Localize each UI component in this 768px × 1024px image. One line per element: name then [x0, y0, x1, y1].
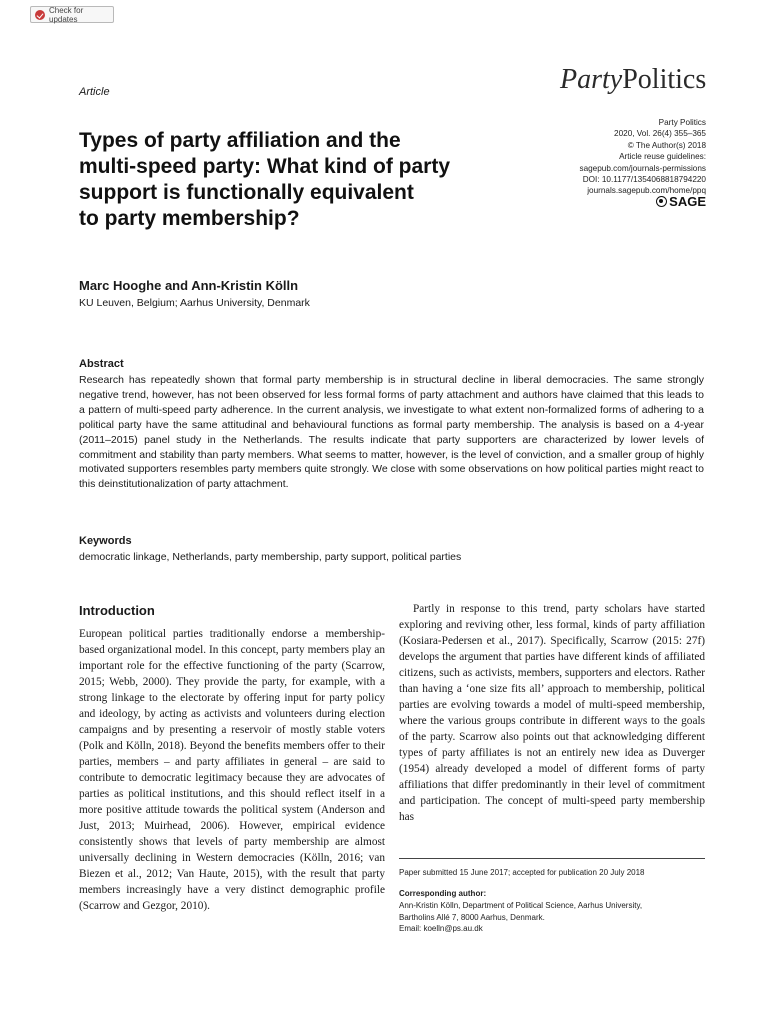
footnote-divider: [399, 858, 705, 859]
check-for-updates-badge[interactable]: [30, 6, 114, 23]
meta-reuse-guidelines: Article reuse guidelines:: [619, 152, 706, 162]
affiliation: KU Leuven, Belgium; Aarhus University, Denmark: [79, 297, 310, 309]
title-line-2: multi-speed party: What kind of party: [79, 155, 451, 178]
body-paragraph: European political parties traditionally endorse a membership-based organizational model. In this concept, party members play an important role for the effective functioning of the party (Scarrow, 2015; Webb, 2000). They provide the party, for example, with a strong linkage to the electorate by offering input for party policy and ideology, by acting as activists and volunteers during election campaigns and by presenting a reservoir of mostly stable voters (Polk and Kölln, 2018). Beyond the benefits members offer to their parties, members – and party affiliates in general – are said to contribute to democratic legitimacy because they are advocates of parties as political institutions, and this should reflect itself in a more positive attitude towards the political system (Anderson and Just, 2013; Muirhead, 2006). However, empirical evidence consistently shows that levels of party membership are almost universally declining in Western democracies (Kölln, 2016; van Biezen et al., 2012; Van Haute, 2015), with the result that party members increasingly have a very distinct demographic profile (Scarrow and Gezgor, 2010).: [79, 628, 385, 912]
journal-meta: [506, 117, 706, 197]
corresponding-author-line: Bartholins Allé 7, 8000 Aarhus, Denmark.: [399, 912, 545, 922]
corresponding-author-email[interactable]: Email: koelln@ps.au.dk: [399, 924, 483, 934]
submission-dates: Paper submitted 15 June 2017; accepted for publication 20 July 2018: [399, 868, 645, 877]
article-type-label: Article: [79, 86, 110, 98]
meta-journal-url[interactable]: journals.sagepub.com/home/ppq: [587, 186, 706, 196]
meta-permissions-link[interactable]: sagepub.com/journals-permissions: [579, 163, 706, 173]
corresponding-author-details: [399, 900, 705, 935]
keywords-text: democratic linkage, Netherlands, party membership, party support, political parties: [79, 551, 462, 563]
body-paragraph: Partly in response to this trend, party scholars have started exploring and reviving other, less formal, kinds of party affiliation (Kosiara-Pedersen et al., 2017). Specifically, Scarrow (2015: 27f) develops the argument that parties have different kinds of affiliated citizens, such as activists, members, supporters and electors. Rather than having a ‘one size fits all’ approach to membership, political parties are evolving towards a model of multi-speed membership, where the various groups contribute in different ways to the goals of the party. Scarrow also points out that acknowledging different types of party affiliates is not an entirely new idea as Duverger (1954) already developed a model of different forms of party affiliations that differ predominantly in their level of commitment and participation. The concept of multi-speed party membership has: [399, 603, 705, 823]
publisher-logo: [656, 194, 706, 209]
journal-logo: [560, 64, 706, 96]
journal-logo-part2: Politics: [622, 64, 707, 95]
title-line-4: to party membership?: [79, 207, 300, 230]
abstract-text: Research has repeatedly shown that formal party membership is in structural decline in liberal democracies. The same strongly negative trend, however, has not been observed for less formal forms of party attachment and authors have claimed that this leads to a pattern of multi-speed party adherence. In the current analysis, we investigate to what extent non-formalized forms of adhering to a political party have the same attitudinal and behavioural functions as formal party membership. The analysis is based on a 4-year (2011–2015) panel study in the Netherlands. The results indicate that party supporters are characterized by lower levels of commitment and stability than party members. What seems to matter, however, is the level of conviction, and a smaller group of highly motivated supporters resembles party members quite strongly. We close with some observations on how political parties might react to this deinstitutionalization of party attachment.: [79, 374, 704, 491]
title-line-3: support is functionally equivalent: [79, 181, 414, 204]
abstract-heading: Abstract: [79, 358, 124, 370]
corresponding-author-line: Ann-Kristin Kölln, Department of Political Science, Aarhus University,: [399, 901, 643, 910]
keywords-heading: Keywords: [79, 535, 132, 547]
article-title: [79, 128, 519, 232]
title-line-1: Types of party affiliation and the: [79, 129, 401, 152]
body-column-right: [399, 601, 705, 825]
body-column-left: [79, 626, 385, 914]
sage-icon: [656, 196, 667, 207]
meta-copyright: © The Author(s) 2018: [627, 140, 706, 150]
corresponding-author-heading: Corresponding author:: [399, 889, 487, 898]
meta-doi[interactable]: DOI: 10.1177/1354068818794220: [582, 175, 706, 185]
check-updates-icon: [35, 10, 45, 20]
meta-volume: 2020, Vol. 26(4) 355–365: [614, 129, 706, 139]
authors: Marc Hooghe and Ann-Kristin Kölln: [79, 278, 299, 293]
meta-journal-name: Party Politics: [658, 118, 706, 127]
section-heading-introduction: Introduction: [79, 603, 155, 618]
check-for-updates-label: Check for updates: [49, 5, 84, 24]
publisher-name: SAGE: [669, 194, 706, 209]
journal-logo-part1: Party: [560, 64, 623, 95]
